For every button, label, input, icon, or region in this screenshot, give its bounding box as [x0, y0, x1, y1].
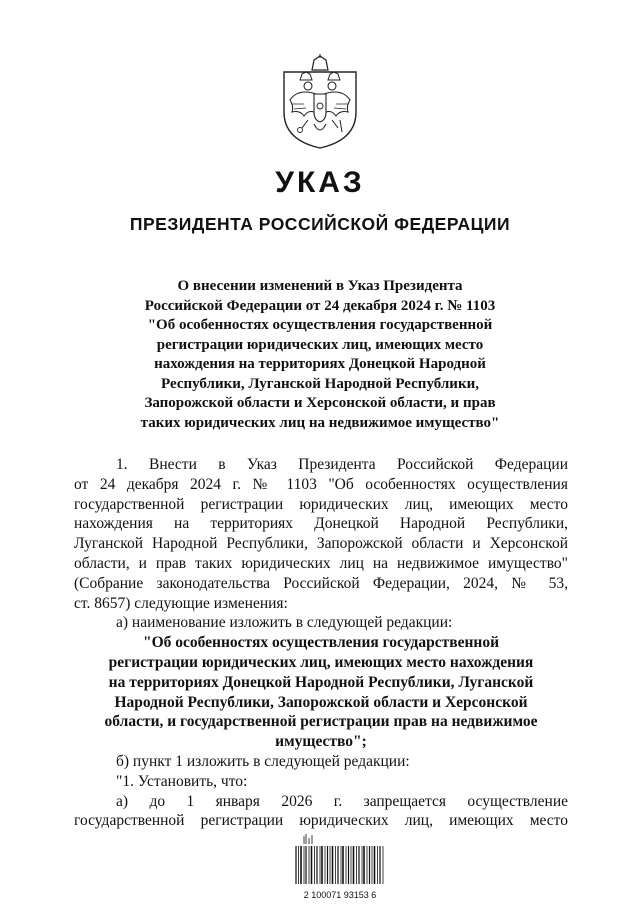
barcode [290, 832, 390, 902]
body-line: (Собрание законодательства Российской Федерации, 2024, № 53, [74, 574, 568, 592]
new-title-line: на территориях Донецкой Народной Республики, Луганской [108, 673, 534, 691]
document-type-heading: УКАЗ [275, 166, 365, 199]
body-line: области, и прав таких юридических лиц на недвижимое имущество" [74, 554, 568, 572]
title-line: Запорожской области и Херсонской области, и прав [144, 395, 496, 411]
title-line: Республики, Луганской Народной Республики, [161, 375, 479, 392]
barcode-number: 2 100071 93153 6 [303, 890, 377, 900]
new-title-line: имущество"; [275, 733, 367, 751]
body-line: государственной регистрации юридических лиц, имеющих место [74, 495, 568, 513]
paragraph-1 [74, 455, 568, 613]
decree-body [74, 455, 568, 831]
title-line: таких юридических лиц на недвижимое имущество" [140, 414, 500, 431]
item-a-subpoint: а) до 1 января 2026 г. запрещается осуществление [116, 792, 568, 810]
coat-of-arms-emblem [278, 54, 362, 150]
new-title-line: регистрации юридических лиц, имеющих место нахождения [108, 653, 534, 671]
item-b: б) пункт 1 изложить в следующей редакции: [116, 752, 410, 770]
new-title-line: области, и государственной регистрации прав на недвижимое [104, 713, 538, 731]
item-a: а) наименование изложить в следующей редакции: [116, 614, 453, 632]
body-line: от 24 декабря 2024 г. № 1103 "Об особенностях осуществления [74, 475, 568, 493]
body-line: государственной регистрации юридических лиц, имеющих место [74, 812, 568, 830]
decree-title [120, 277, 520, 433]
title-line: "Об особенностях осуществления государственной [147, 317, 493, 333]
quote-start: "1. Установить, что: [116, 772, 248, 790]
title-line: нахождения на территориях Донецкой Народной [154, 356, 486, 372]
new-title-block [74, 633, 568, 752]
body-line: ст. 8657) следующие изменения: [74, 594, 288, 612]
body-line: Луганской Народной Республики, Запорожской области и Херсонской [74, 535, 568, 553]
body-line: нахождения на территориях Донецкой Народной Республики, [74, 515, 568, 533]
new-title-line: Народной Республики, Запорожской области и Херсонской [114, 693, 528, 711]
title-line: регистрации юридических лиц, имеющих место [156, 336, 484, 353]
title-line: О внесении изменений в Указ Президента [177, 278, 463, 294]
new-title-line: "Об особенностях осуществления государственной [142, 634, 500, 652]
issuer-heading: ПРЕЗИДЕНТА РОССИЙСКОЙ ФЕДЕРАЦИИ [129, 214, 511, 234]
body-line: 1. Внести в Указ Президента Российской Федерации [116, 456, 568, 473]
title-line: Российской Федерации от 24 декабря 2024 г. № 1103 [144, 297, 496, 314]
barcode-icon [290, 832, 390, 888]
